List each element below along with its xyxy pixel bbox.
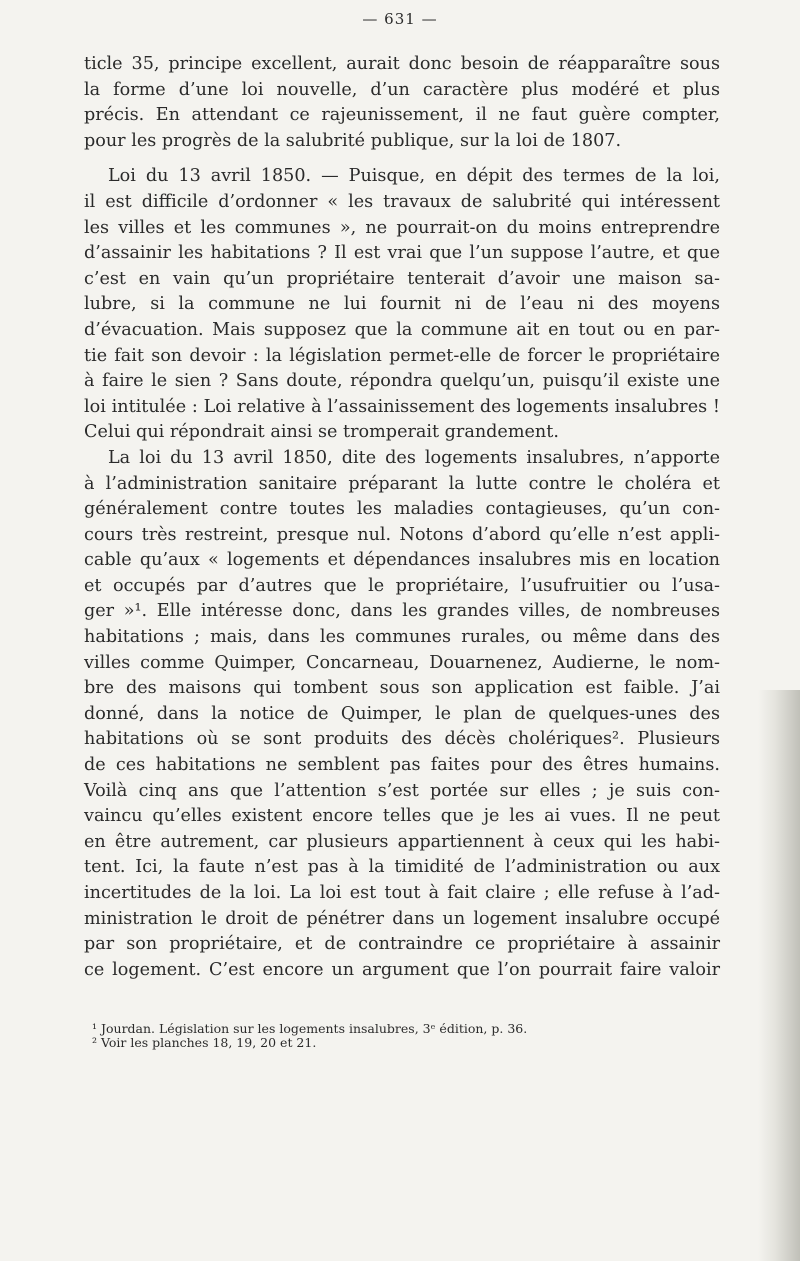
text-line: cable qu’aux « logements et dépendances insalubres mis en location — [84, 550, 720, 571]
text-line: ministration le droit de pénétrer dans un logement insalubre occupé — [84, 908, 720, 929]
text-line: et occupés par d’autres que le propriétaire, l’usufruitier ou l’usa- — [84, 575, 720, 596]
text-line: loi intitulée : Loi relative à l’assainissement des logements insalubres ! — [84, 396, 720, 417]
footnote: ¹ Jourdan. Législation sur les logements insalubres, 3ᵉ édition, p. 36. — [92, 1021, 528, 1036]
body-text — [84, 52, 720, 983]
text-line: habitations ; mais, dans les communes rurales, ou même dans des — [84, 627, 720, 648]
text-line: ce logement. C’est encore un argument que l’on pourrait faire valoir — [84, 959, 720, 980]
text-line: d’assainir les habitations ? Il est vrai que l’un suppose l’autre, et que — [84, 243, 720, 264]
page-number: — 631 — — [362, 10, 438, 28]
text-line: à faire le sien ? Sans doute, répondra quelqu’un, puisqu’il existe une — [84, 371, 720, 392]
text-line: par son propriétaire, et de contraindre ce propriétaire à assainir — [84, 934, 720, 955]
text-line: généralement contre toutes les maladies contagieuses, qu’un con- — [84, 499, 720, 520]
text-line: d’évacuation. Mais supposez que la commune ait en tout ou en par- — [84, 319, 720, 340]
text-line: Celui qui répondrait ainsi se tromperait grandement. — [84, 422, 559, 443]
text-line: tent. Ici, la faute n’est pas à la timidité de l’administration ou aux — [84, 857, 720, 878]
text-line: Loi du 13 avril 1850. — Puisque, en dépit des termes de la loi, — [108, 166, 720, 187]
text-line: de ces habitations ne semblent pas faites pour des êtres humains. — [84, 755, 720, 776]
footnote: ² Voir les planches 18, 19, 20 et 21. — [92, 1035, 317, 1050]
text-line: pour les progrès de la salubrité publique, sur la loi de 1807. — [84, 130, 622, 151]
text-line: cours très restreint, presque nul. Notons d’abord qu’elle n’est appli- — [84, 524, 720, 545]
text-line: Voilà cinq ans que l’attention s’est portée sur elles ; je suis con- — [84, 780, 720, 801]
text-line: villes comme Quimper, Concarneau, Douarnenez, Audierne, le nom- — [84, 652, 720, 673]
text-line: donné, dans la notice de Quimper, le plan de quelques-unes des — [84, 703, 720, 724]
text-line: lubre, si la commune ne lui fournit ni de l’eau ni des moyens — [84, 294, 720, 315]
text-line: les villes et les communes », ne pourrait-on du moins entreprendre — [84, 217, 720, 238]
text-line: à l’administration sanitaire préparant la lutte contre le choléra et — [84, 473, 720, 494]
text-line: bre des maisons qui tombent sous son application est faible. J’ai — [84, 678, 720, 699]
footnotes — [92, 1022, 652, 1050]
paragraph — [84, 52, 720, 154]
paragraph — [84, 446, 720, 983]
text-line: ger »¹. Elle intéresse donc, dans les grandes villes, de nombreuses — [84, 601, 720, 622]
text-line: La loi du 13 avril 1850, dite des logements insalubres, n’apporte — [108, 447, 720, 468]
text-line: incertitudes de la loi. La loi est tout à fait claire ; elle refuse à l’ad- — [84, 883, 720, 903]
text-line: tie fait son devoir : la législation permet-elle de forcer le propriétaire — [84, 345, 720, 366]
text-line: habitations où se sont produits des décès cholériques². Plusieurs — [84, 729, 720, 750]
page-edge-shadow — [758, 690, 800, 1261]
text-line: il est difficile d’ordonner « les travaux de salubrité qui intéressent — [84, 191, 720, 212]
text-line: vaincu qu’elles existent encore telles que je les ai vues. Il ne peut — [84, 806, 720, 827]
text-line: la forme d’une loi nouvelle, d’un caractère plus modéré et plus — [84, 79, 720, 100]
text-line: ticle 35, principe excellent, aurait donc besoin de réapparaître sous — [84, 54, 720, 74]
text-line: en être autrement, car plusieurs appartiennent à ceux qui les habi- — [84, 831, 720, 852]
paragraph — [84, 164, 720, 446]
text-line: précis. En attendant ce rajeunissement, il ne faut guère compter, — [84, 105, 720, 126]
text-line: c’est en vain qu’un propriétaire tenterait d’avoir une maison sa- — [84, 268, 720, 289]
